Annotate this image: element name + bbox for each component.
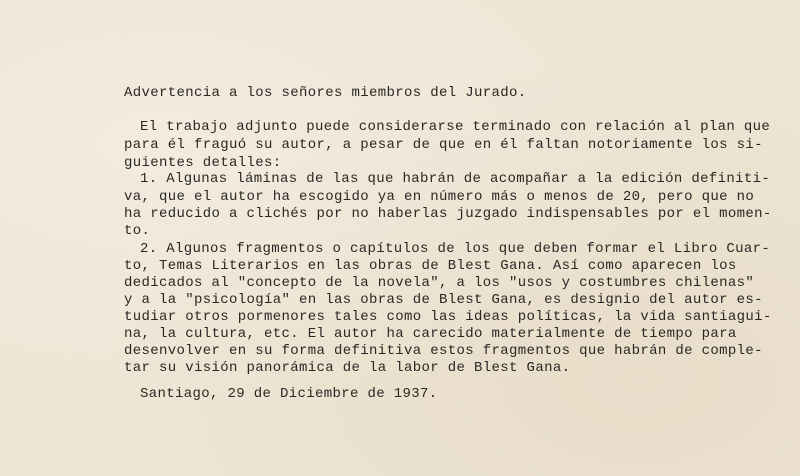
document-heading: Advertencia a los señores miembros del Jurado. (124, 85, 527, 101)
item-2-line-7: desenvolver en su forma definitiva estos fragmentos que habrán de comple- (124, 343, 763, 359)
item-1-line-4: to. (124, 223, 151, 239)
item-1-line-1: 1. Algunas láminas de las que habrán de acompañar a la edición definiti- (140, 171, 771, 187)
intro-line-2: para él fraguó su autor, a pesar de que en él faltan notoriamente los si- (124, 137, 763, 153)
intro-line-1: El trabajo adjunto puede considerarse terminado con relación al plan que (140, 119, 771, 135)
item-2-line-2: to, Temas Literarios en las obras de Blest Gana. Así como aparecen los (124, 258, 737, 274)
item-2-line-5: tudiar otros pormenores tales como las ideas políticas, la vida santiagui- (124, 309, 772, 325)
item-2-line-8: tar su visión panorámica de la labor de Blest Gana. (124, 360, 571, 376)
intro-line-3: guientes detalles: (124, 155, 282, 171)
item-2-line-1: 2. Algunos fragmentos o capítulos de los que deben formar el Libro Cuar- (140, 241, 771, 257)
item-1-line-3: ha reducido a clichés por no haberlas juzgado indispensables por el momen- (124, 206, 772, 222)
item-1-line-2: va, que el autor ha escogido ya en número más o menos de 20, pero que no (124, 189, 755, 205)
item-2-line-6: na, la cultura, etc. El autor ha carecido materialmente de tiempo para (124, 326, 737, 342)
signoff-date: Santiago, 29 de Diciembre de 1937. (140, 386, 438, 402)
item-2-line-4: y a la "psicología" en las obras de Blest Gana, es designio del autor es- (124, 292, 763, 308)
item-2-line-3: dedicados al "concepto de la novela", a los "usos y costumbres chilenas" (124, 275, 755, 291)
